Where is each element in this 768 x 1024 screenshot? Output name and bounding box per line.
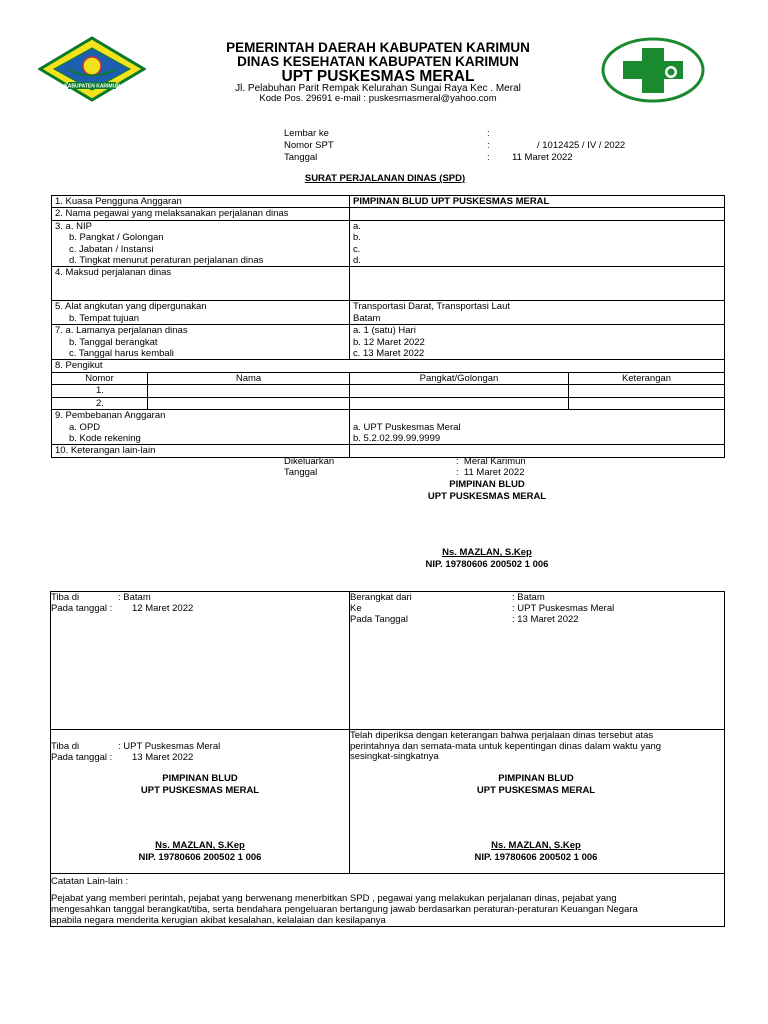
sign-right-pimpinan: PIMPINAN BLUD	[498, 773, 574, 784]
row7-depart: b. Tanggal berangkat	[69, 336, 158, 348]
follow-row-1-number: 1.	[96, 385, 104, 397]
row2-value	[350, 208, 725, 220]
follow-row-1	[52, 385, 148, 397]
depart-from-label: Berangkat dari	[350, 592, 412, 603]
row5-transport-value: Transportasi Darat, Transportasi Laut	[353, 301, 510, 313]
header-contact: Kode Pos. 29691 e-mail : puskesmasmeral@yahoo.com	[259, 93, 497, 104]
notes-line-2: mengesahkan tanggal berangkat/tiba, serta bendahara pengeluaran bertangung jawab berdasarkan peraturan-peraturan Keuangan Negara	[51, 904, 638, 915]
depart-from-value: : Batam	[512, 592, 545, 603]
arrival-1-value: : Batam	[118, 592, 151, 603]
row3-tingkat: d. Tingkat menurut peraturan perjalanan dinas	[69, 255, 264, 267]
follow-row-2-rank	[350, 397, 569, 409]
follow-row-1-name	[148, 385, 350, 397]
follow-row-1-note	[569, 385, 725, 397]
row9-account-value: b. 5.2.02.99.99.9999	[353, 432, 441, 444]
header-address: Jl. Pelabuhan Parit Rempak Kelurahan Sungai Raya Kec . Meral	[235, 83, 521, 94]
verification-text-3: sesingkat-singkatnya	[350, 751, 439, 762]
row9-values	[350, 410, 725, 445]
arrival-1-label: Tiba di	[51, 592, 80, 603]
row1-label: 1. Kuasa Pengguna Anggaran	[52, 196, 350, 208]
row7-duration-value: a. 1 (satu) Hari	[353, 325, 416, 337]
row3-nip: 3. a. NIP	[55, 220, 92, 232]
row5-labels	[52, 301, 350, 325]
district-logo	[38, 36, 146, 102]
follow-header-nomor: Nomor	[52, 372, 148, 384]
issued-place: Meral Karimun	[463, 456, 526, 467]
row5-destination: b. Tempat tujuan	[69, 312, 140, 324]
tanggal-colon: :	[487, 152, 490, 163]
sign-left-name: Ns. MAZLAN, S.Kep	[155, 840, 245, 851]
sign-left-upt: UPT PUSKESMAS MERAL	[140, 785, 260, 796]
row9-opd: a. OPD	[69, 421, 101, 433]
verification-text-2: perintahnya dan semata-mata untuk kepentingan dinas dalam waktu yang	[350, 741, 662, 752]
follow-header-pangkat: Pangkat/Golongan	[350, 372, 569, 384]
row3-values	[350, 220, 725, 267]
issued-date-value: : 11 Maret 2022	[456, 467, 525, 478]
row1-value: PIMPINAN BLUD UPT PUSKESMAS MERAL	[350, 196, 725, 208]
row3-value-c: c.	[353, 243, 361, 255]
row7-return-value: c. 13 Maret 2022	[353, 348, 425, 360]
follow-row-2-number: 2.	[96, 397, 104, 409]
row10-label: 10. Keterangan lain-lain	[52, 445, 350, 457]
depart-to-value: : UPT Puskesmas Meral	[512, 603, 615, 614]
lembar-label: Lembar ke	[284, 128, 329, 139]
row3-jabatan: c. Jabatan / Instansi	[69, 243, 154, 255]
row9-account: b. Kode rekening	[69, 432, 141, 444]
verification-text-1: Telah diperiksa dengan keterangan bahwa perjalaan dinas tersebut atas	[350, 730, 654, 741]
tanggal-value: 11 Maret 2022	[512, 152, 573, 163]
row5-values	[350, 301, 725, 325]
issued-signer-name: Ns. MAZLAN, S.Kep	[442, 547, 532, 558]
depart-date-label: Pada Tanggal	[350, 614, 408, 625]
row5-transport: 5. Alat angkutan yang dipergunakan	[55, 301, 207, 313]
row3-value-d: d.	[353, 255, 361, 267]
notes-line-3: apabila negara menderita kerugian akibat kesalahan, kelalaian dan kesilapanya	[51, 915, 386, 926]
row7-depart-value: b. 12 Maret 2022	[353, 336, 425, 348]
row3-value-a: a.	[353, 220, 361, 232]
spd-table	[51, 195, 725, 458]
header-unit: UPT PUSKESMAS MERAL	[281, 68, 475, 85]
follow-row-2	[52, 397, 148, 409]
issued-pimpinan: PIMPINAN BLUD	[449, 479, 525, 490]
arrival-2-date-label: Pada tanggal :	[51, 752, 113, 763]
row3-pangkat: b. Pangkat / Golongan	[69, 232, 164, 244]
row2-label: 2. Nama pegawai yang melaksanakan perjalanan dinas	[52, 208, 350, 220]
row8-label: 8. Pengikut	[52, 360, 725, 372]
notes-heading: Catatan Lain-lain :	[51, 876, 129, 887]
issued-date-label: Tanggal	[284, 467, 318, 478]
document-title: SURAT PERJALANAN DINAS (SPD)	[304, 173, 466, 184]
arrival-2-date-value: 13 Maret 2022	[132, 752, 194, 763]
row3-labels	[52, 220, 350, 267]
lembar-colon: :	[487, 128, 490, 139]
issued-upt: UPT PUSKESMAS MERAL	[427, 491, 547, 502]
notes-line-1: Pejabat yang memberi perintah, pejabat yang berwenang menerbitkan SPD , pegawai yang melakukan perjalanan dinas, pejabat yang	[51, 893, 617, 904]
row7-values	[350, 325, 725, 360]
row9-opd-value: a. UPT Puskesmas Meral	[353, 421, 461, 433]
header-agency: DINAS KESEHATAN KABUPATEN KARIMUN	[237, 54, 519, 69]
arrival-2-value: : UPT Puskesmas Meral	[118, 741, 221, 752]
svg-text:KABUPATEN KARIMUN: KABUPATEN KARIMUN	[64, 83, 120, 90]
row4-label: 4. Maksud perjalanan dinas	[52, 267, 350, 301]
depart-to-label: Ke	[350, 603, 362, 614]
sign-left-nip: NIP. 19780606 200502 1 006	[138, 852, 262, 863]
arrival-1-date-label: Pada tanggal :	[51, 603, 113, 614]
follow-row-2-note	[569, 397, 725, 409]
follow-row-2-name	[148, 397, 350, 409]
tanggal-label: Tanggal	[284, 152, 318, 163]
row5-destination-value: Batam	[353, 312, 381, 324]
header-government: PEMERINTAH DAERAH KABUPATEN KARIMUN	[226, 40, 530, 55]
nomor-label: Nomor SPT	[284, 140, 334, 151]
nomor-value: / 1012425 / IV / 2022	[537, 140, 626, 151]
sign-right-nip: NIP. 19780606 200502 1 006	[474, 852, 598, 863]
nomor-colon: :	[487, 140, 490, 151]
depart-date-value: : 13 Maret 2022	[512, 614, 579, 625]
row10-value	[350, 445, 725, 457]
arrival-2-label: Tiba di	[51, 741, 80, 752]
follow-header-nama: Nama	[148, 372, 350, 384]
sign-left-pimpinan: PIMPINAN BLUD	[162, 773, 238, 784]
follow-row-1-rank	[350, 385, 569, 397]
sign-right-upt: UPT PUSKESMAS MERAL	[476, 785, 596, 796]
row7-labels	[52, 325, 350, 360]
row9-labels	[52, 410, 350, 445]
row4-value	[350, 267, 725, 301]
row7-return: c. Tanggal harus kembali	[69, 348, 174, 360]
row9-budget: 9. Pembebanan Anggaran	[55, 410, 166, 422]
issued-label: Dikeluarkan	[284, 456, 335, 467]
follow-header-keterangan: Keterangan	[569, 372, 725, 384]
issued-value: : Meral Karimun	[456, 456, 526, 467]
green-cross-icon	[601, 37, 705, 103]
row3-value-b: b.	[353, 232, 361, 244]
arrival-1-date-value: 12 Maret 2022	[132, 603, 194, 614]
issued-signer-nip: NIP. 19780606 200502 1 006	[425, 559, 549, 570]
sign-right-name: Ns. MAZLAN, S.Kep	[491, 840, 581, 851]
row7-duration: 7. a. Lamanya perjalanan dinas	[55, 325, 188, 337]
issued-date: 11 Maret 2022	[463, 467, 525, 478]
